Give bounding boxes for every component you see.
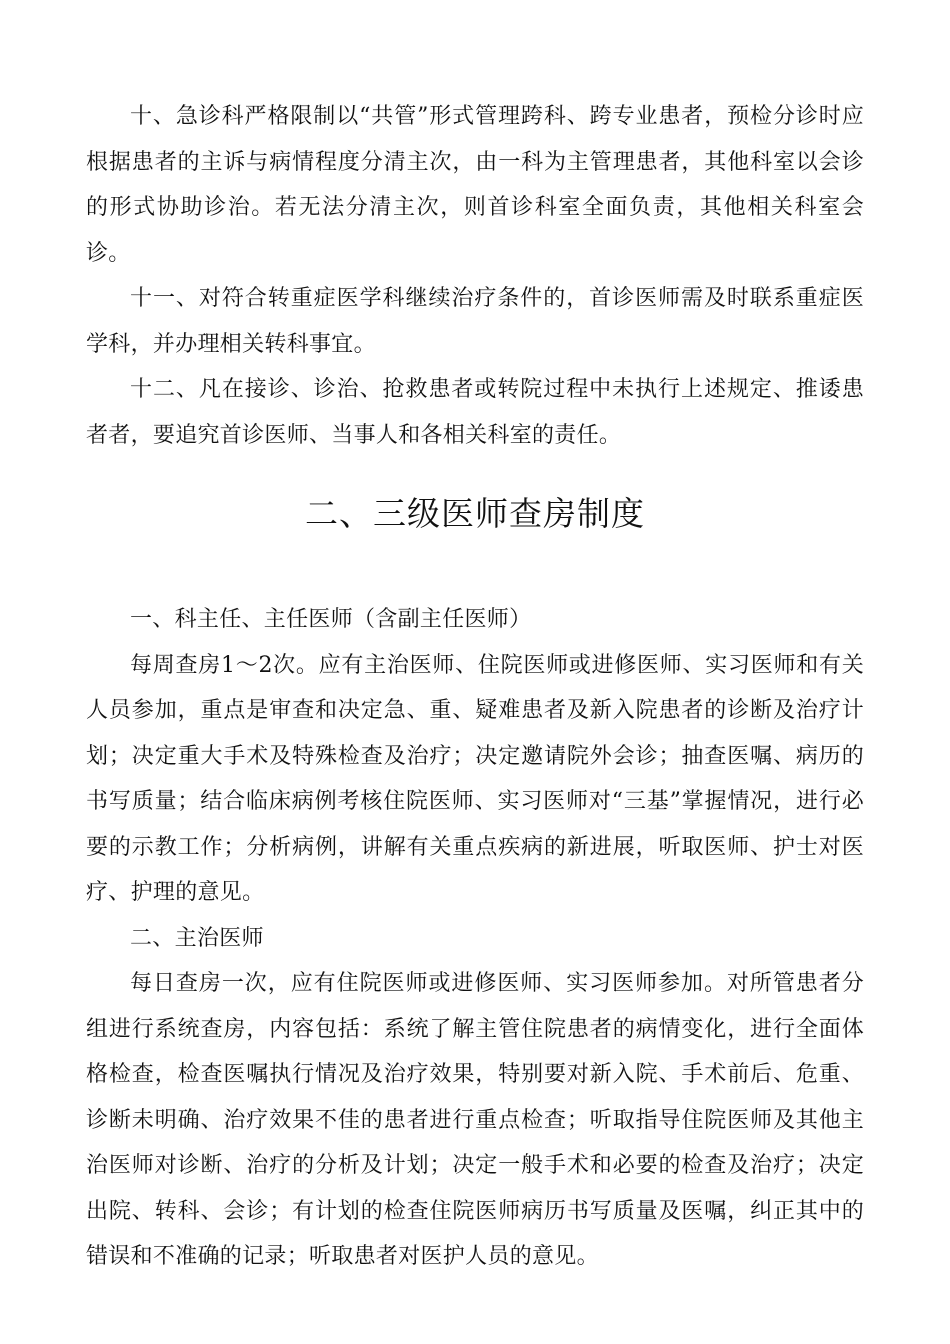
paragraph-attending-rounds: 每日查房一次，应有住院医师或进修医师、实习医师参加。对所管患者分组进行系统查房，内容包括：系统了解主管住院患者的病情变化，进行全面体格检查，检查医嘱执行情况及治疗效果，特别要对新入院、手术前后、危重、诊断未明确、治疗效果不佳的患者进行重点检查；听取指导住院医师及其他主治医师对诊断、治疗的分析及计划；决定一般手术和必要的检查及治疗；决定出院、转科、会诊；有计划的检查住院医师病历书写质量及医嘱，纠正其中的错误和不准确的记录；听取患者对医护人员的意见。	[86, 971, 864, 1269]
paragraph-item-12: 十二、凡在接诊、诊治、抢救患者或转院过程中未执行上述规定、推诿患者者，要追究首诊医师、当事人和各相关科室的责任。	[86, 377, 864, 448]
paragraph-item-10: 十、急诊科严格限制以“共管”形式管理跨科、跨专业患者，预检分诊时应根据患者的主诉与病情程度分清主次，由一科为主管理患者，其他科室以会诊的形式协助诊治。若无法分清主次，则首诊科室全面负责，其他相关科室会诊。	[86, 104, 864, 266]
paragraph-item-11: 十一、对符合转重症医学科继续治疗条件的，首诊医师需及时联系重症医学科，并办理相关转科事宜。	[86, 286, 864, 357]
section-spacer	[86, 557, 864, 597]
subheading-director: 一、科主任、主任医师（含副主任医师）	[130, 607, 532, 632]
subheading-attending: 二、主治医师	[130, 925, 264, 951]
paragraph-director-rounds: 每周查房1～2次。应有主治医师、住院医师或进修医师、实习医师和有关人员参加，重点是审查和决定急、重、疑难患者及新入院患者的诊断及治疗计划；决定重大手术及特殊检查及治疗；决定邀请院外会诊；抽查医嘱、病历的书写质量；结合临床病例考核住院医师、实习医师对“三基”掌握情况，进行必要的示教工作；分析病例，讲解有关重点疾病的新进展，听取医师、护士对医疗、护理的意见。	[86, 652, 864, 905]
document-page	[86, 94, 864, 1280]
section-title: 二、三级医师查房制度	[305, 494, 645, 533]
